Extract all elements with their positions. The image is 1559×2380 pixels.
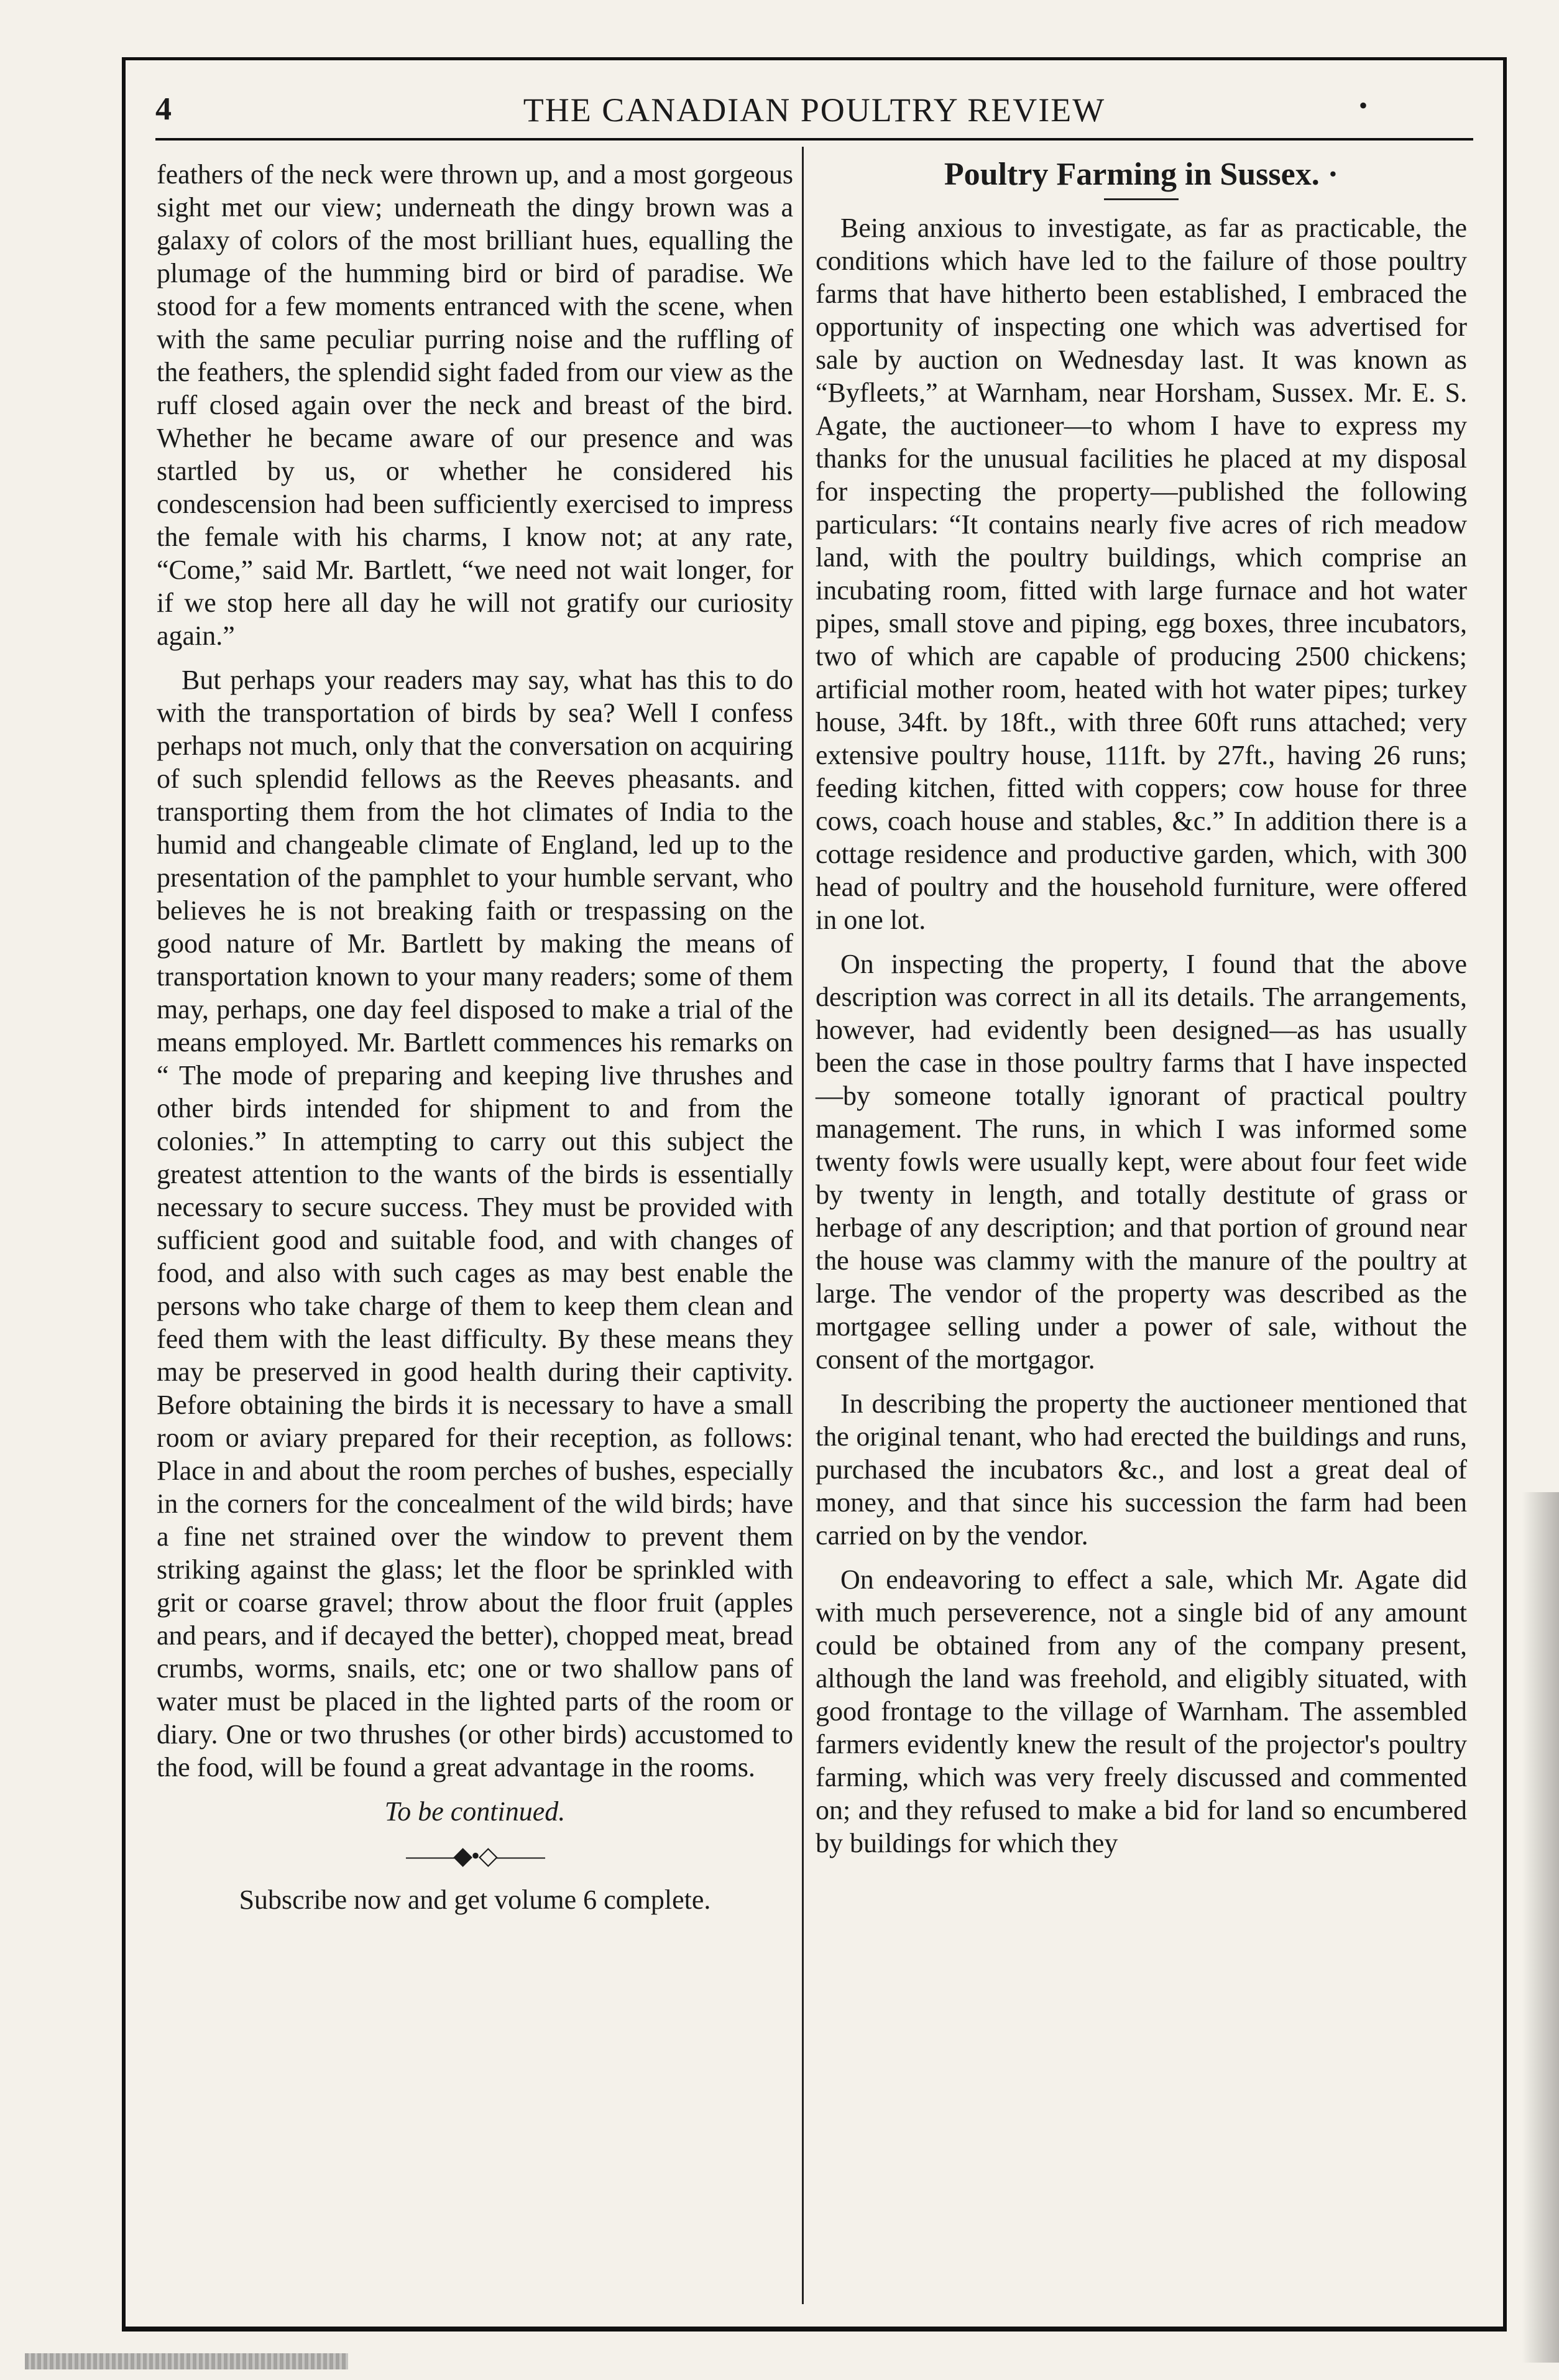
header-rule (155, 138, 1473, 141)
left-paragraph-2: But perhaps your readers may say, what has this to do with the transportation of birds by sea? Well I confess perhaps not much, only that the conversation on acquiring of such splendid fellows as the Reeves pheasants. and transporting them from the hot climates of India to the humid and changeable climate of England, led up to the presentation of the pamphlet to your humble servant, who believes he is not breaking faith or trespassing on the good nature of Mr. Bartlett by making the means of transportation known to your many readers; some of them may, perhaps, one day feel disposed to make a trial of the means employed. Mr. Bartlett commences his remarks on “ The mode of preparing and keeping live thrushes and other birds intended for shipment to and from the colonies.” In attempting to carry out this subject the greatest attention to the wants of the birds is essentially necessary to secure success. They must be provided with sufficient good and suitable food, and with changes of food, and also with such cages as may best enable the persons who take charge of them to keep them clean and feed them with the least difficulty. By these means they may be preserved in good health during their captivity. Before obtaining the birds it is necessary to have a small room or aviary prepared for their reception, as follows: Place in and about the room perches of bushes, especially in the corners for the concealment of the wild birds; have a fine net strained over the window to prevent them striking against the glass; let the floor be sprinkled with grit or coarse gravel; throw about the floor fruit (apples and pears, and if decayed the better), chopped meat, bread crumbs, worms, snails, etc; one or two shallow pans of water must be placed in the lighted parts of the room or diary. One or two thrushes (or other birds) accustomed to the food, will be found a great advantage in the rooms. (157, 665, 793, 1783)
page-header (155, 85, 1473, 141)
right-column (816, 158, 1467, 1871)
right-paragraph-1: Being anxious to investigate, as far as practicable, the conditions which have led to the failure of those poultry farms that have hitherto been established, I embraced the opportunity of inspecting one which was advertised for sale by auction on Wednesday last. It was known as “Byfleets,” at Warnham, near Horsham, Sussex. Mr. E. S. Agate, the auctioneer—to whom I have to express my thanks for the unusual facilities he placed at my disposal for inspecting the property—published the following particulars: “It contains nearly five acres of rich meadow land, with the poultry buildings, which comprise an incubating room, fitted with large furnace and hot water pipes, small stove and piping, egg boxes, three incubators, two of which are capable of producing 2500 chickens; artificial mother room, heated with hot water pipes; turkey house, 34ft. by 18ft., with three 60ft runs attached; very extensive poultry house, 111ft. by 27ft., having 26 runs; feeding kitchen, fitted with coppers; cow house for three cows, coach house and stables, &c.” In addition there is a cottage residence and productive garden, which, with 300 head of poultry and the household furniture, were offered in one lot. (816, 213, 1467, 935)
scan-edge-shadow (1522, 1492, 1559, 2363)
title-rule (1104, 198, 1179, 200)
left-column (157, 158, 793, 1927)
article-title: Poultry Farming in Sussex. · (944, 157, 1339, 192)
subscribe-notice: Subscribe now and get volume 6 complete. (239, 1884, 711, 1915)
right-paragraph-3: In describing the property the auctioneer mentioned that the original tenant, who had erected the buildings and runs, purchased the incubators &c., and lost a great deal of money, and that since his succession the farm had been carried on by the vendor. (816, 1388, 1467, 1551)
right-paragraph-2: On inspecting the property, I found that the above description was correct in all its details. The arrangements, however, had evidently been designed—as has usually been the case in those poultry farms that I have inspected—by someone totally ignorant of practical poultry management. The runs, in which I was informed some twenty fowls were usually kept, were about four feet wide by twenty in length, and totally destitute of grass or herbage of any description; and that portion of ground near the house was clammy with the manure of the poultry at large. The vendor of the property was described as the mortgagee selling under a power of sale, without the consent of the mortgagor. (816, 949, 1467, 1375)
left-paragraph-1: feathers of the neck were thrown up, and a most gorgeous sight met our view; underneath the dingy brown was a galaxy of colors of the most brilliant hues, equalling the plumage of the humming bird or bird of paradise. We stood for a few moments entranced with the scene, when with the same peculiar purring noise and the ruffling of the feathers, the splendid sight faded from our view as the ruff closed again over the neck and breast of the bird. Whether he became aware of our presence and was startled by us, or whether he considered his condescension had been sufficiently exercised to impress the female with his charms, I know not; at any rate, “Come,” said Mr. Bartlett, “we need not wait longer, for if we stop here all day he will not gratify our curiosity again.” (157, 159, 793, 651)
header-dot: • (1358, 91, 1368, 119)
publication-title: THE CANADIAN POULTRY REVIEW (523, 91, 1106, 129)
ornament-divider: ——◆•◇—— (406, 1842, 544, 1870)
page-number: 4 (155, 91, 172, 127)
column-divider (802, 147, 804, 2304)
page-border-bottom (122, 2327, 1507, 2332)
to-be-continued: To be continued. (384, 1796, 566, 1827)
right-paragraph-4: On endeavoring to effect a sale, which Mr. Agate did with much perseverence, not a single bid of any amount could be obtained from any of the company present, although the land was freehold, and eligibly situated, with good frontage to the village of Warnham. The assembled farmers evidently knew the result of the projector's poultry farming, which was very freely discussed and commented on; and they refused to make a bid for land so encumbered by buildings for which they (816, 1564, 1467, 1858)
scan-smudge (25, 2353, 348, 2369)
